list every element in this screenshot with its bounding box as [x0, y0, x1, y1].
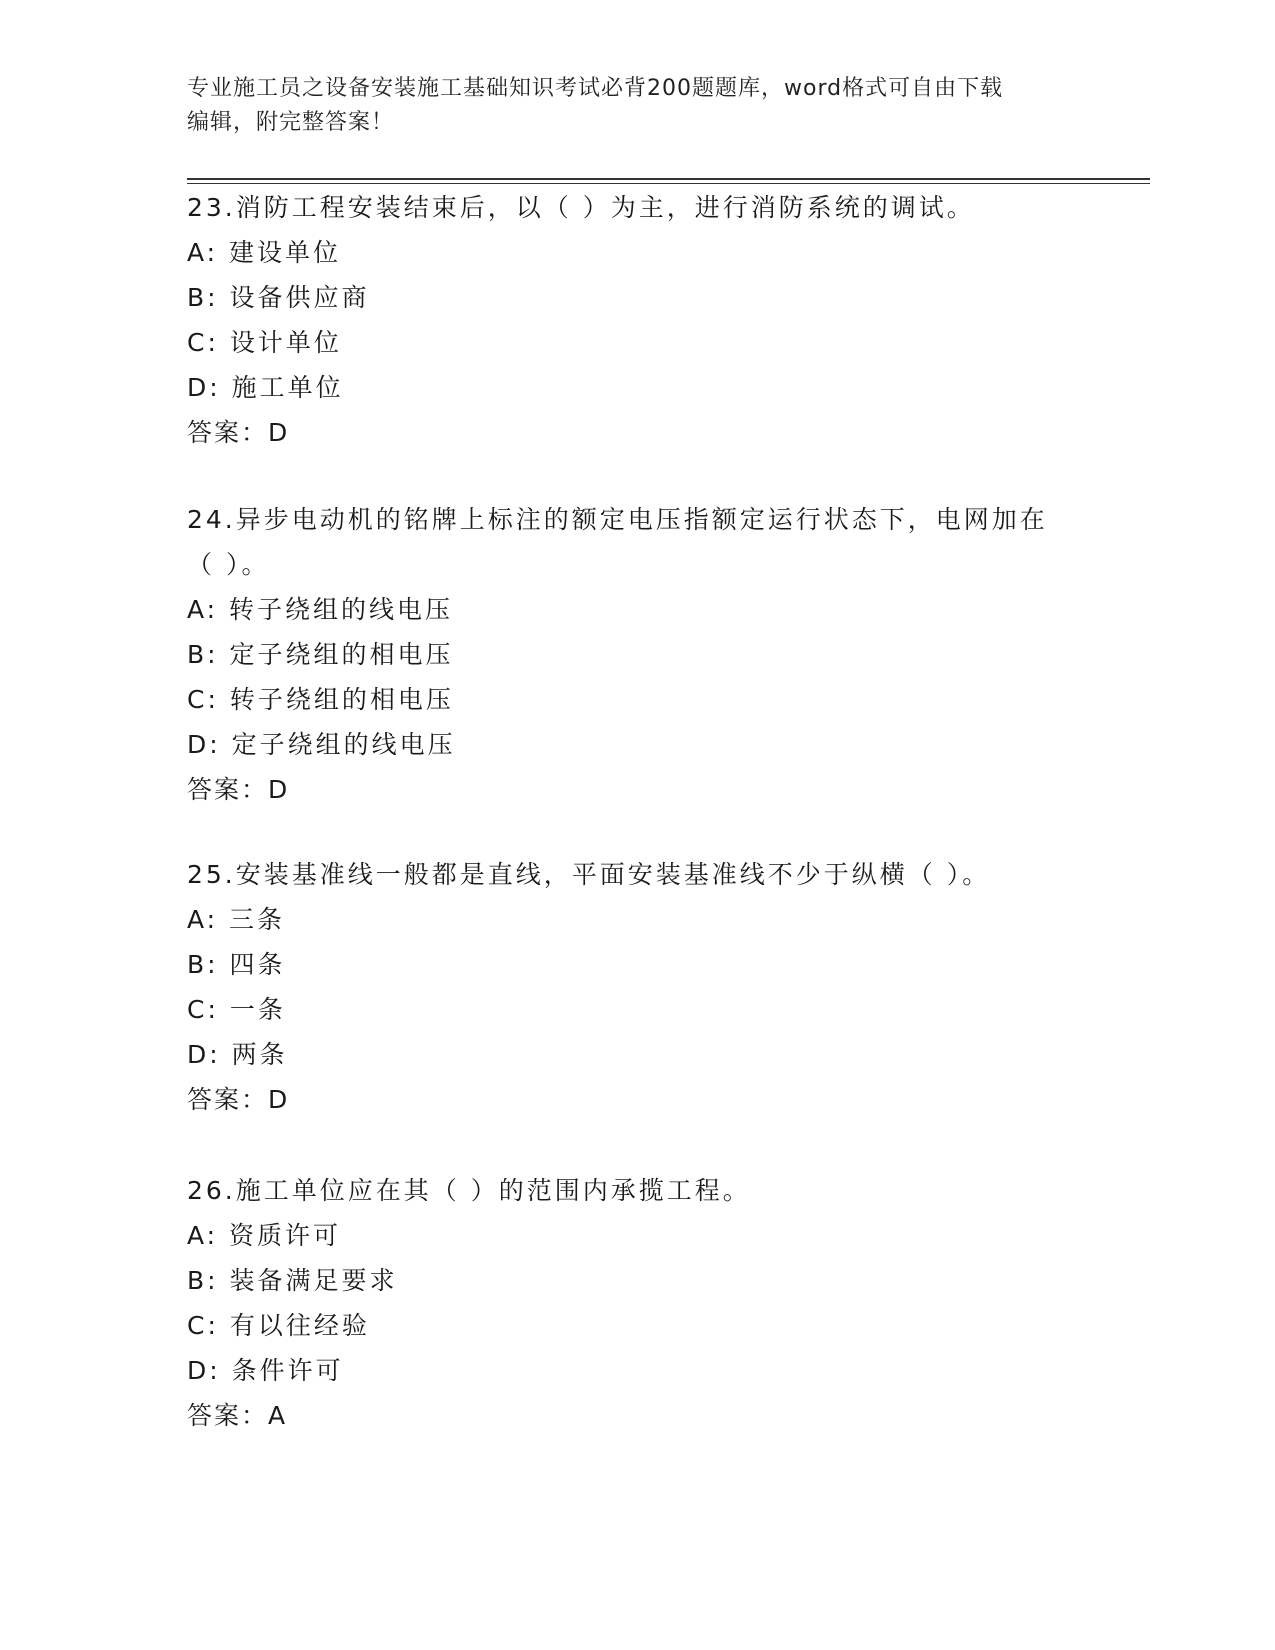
header-line-2: 编辑，附完整答案！: [187, 110, 395, 135]
option-c: C: 一条: [187, 995, 286, 1024]
question-23: [187, 185, 1087, 455]
question-stem: 25.安装基准线一般都是直线，平面安装基准线不少于纵横（ ）。: [187, 860, 991, 889]
document-header: [187, 72, 1087, 140]
option-d: D: 条件许可: [187, 1356, 344, 1385]
option-d: D: 定子绕组的线电压: [187, 730, 456, 759]
header-line-1: 专业施工员之设备安装施工基础知识考试必背200题题库，word格式可自由下载: [187, 76, 1004, 101]
question-stem: 23.消防工程安装结束后，以（ ）为主，进行消防系统的调试。: [187, 193, 975, 222]
answer-label: 答案：D: [187, 418, 290, 447]
question-stem-continued: （ ）。: [187, 550, 270, 579]
option-a: A: 资质许可: [187, 1221, 342, 1250]
answer-label: 答案：D: [187, 775, 290, 804]
question-24: [187, 497, 1087, 812]
option-a: A: 建设单位: [187, 238, 342, 267]
option-a: A: 三条: [187, 905, 286, 934]
question-stem: 26.施工单位应在其（ ）的范围内承揽工程。: [187, 1176, 751, 1205]
answer-label: 答案：D: [187, 1085, 290, 1114]
header-rule-thin: [187, 183, 1150, 184]
option-c: C: 转子绕组的相电压: [187, 685, 454, 714]
option-b: B: 四条: [187, 950, 286, 979]
option-b: B: 定子绕组的相电压: [187, 640, 454, 669]
option-c: C: 设计单位: [187, 328, 342, 357]
question-25: [187, 852, 1087, 1122]
option-b: B: 装备满足要求: [187, 1266, 398, 1295]
option-b: B: 设备供应商: [187, 283, 370, 312]
option-c: C: 有以往经验: [187, 1311, 370, 1340]
option-a: A: 转子绕组的线电压: [187, 595, 454, 624]
question-stem: 24.异步电动机的铭牌上标注的额定电压指额定运行状态下，电网加在: [187, 505, 1048, 534]
question-26: [187, 1168, 1087, 1438]
option-d: D: 施工单位: [187, 373, 344, 402]
answer-label: 答案：A: [187, 1401, 288, 1430]
header-rule-thick: [187, 178, 1150, 180]
option-d: D: 两条: [187, 1040, 288, 1069]
